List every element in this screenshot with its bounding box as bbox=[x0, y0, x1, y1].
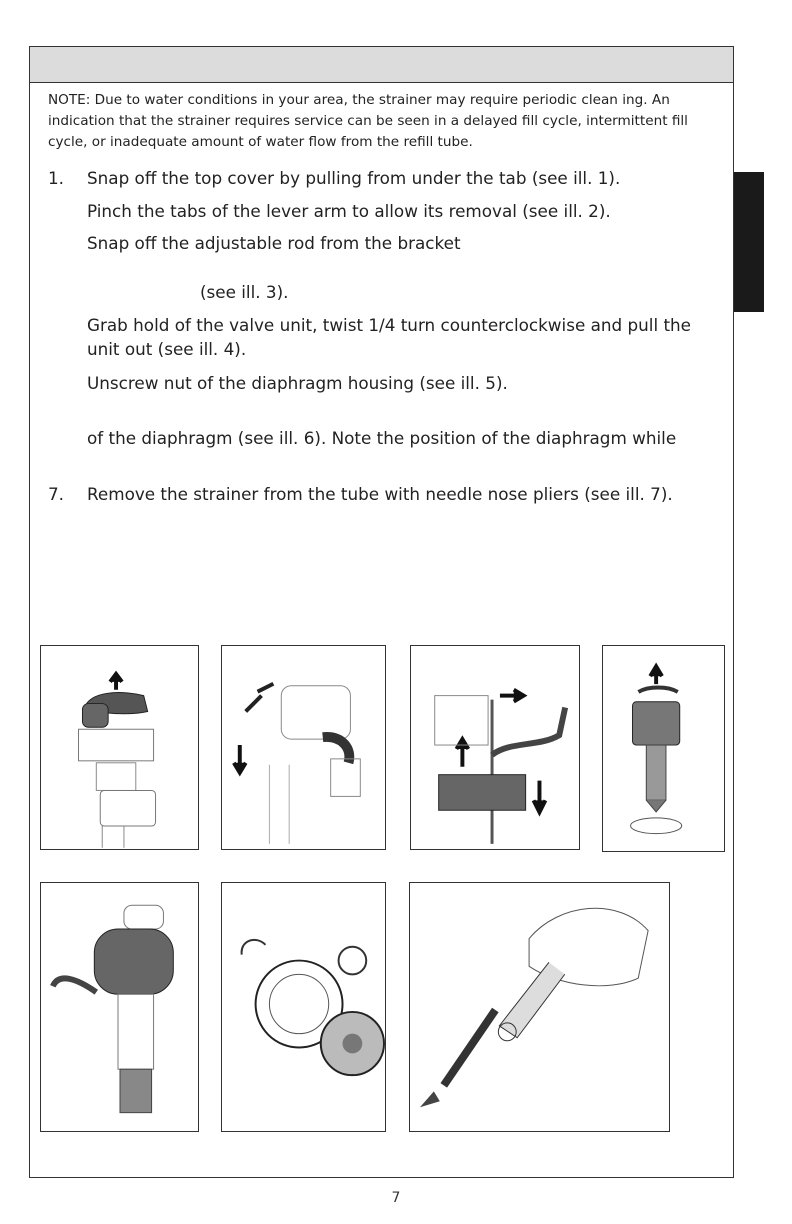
step-number: 7. bbox=[48, 484, 65, 504]
step-text: Unscrew nut of the diaphragm housing (see ill. 5). bbox=[87, 373, 508, 393]
strainer-icon bbox=[410, 883, 669, 1131]
step-text: of the diaphragm (see ill. 6). Note the position of the diaphragm while bbox=[87, 428, 677, 448]
illustration-5 bbox=[40, 882, 199, 1132]
page-number: 7 bbox=[391, 1190, 401, 1206]
step-text: Grab hold of the valve unit, twist 1/4 turn counterclockwise and pull the unit out (see ill. 4). bbox=[87, 315, 691, 359]
step-text: Pinch the tabs of the lever arm to allow its removal (see ill. 2). bbox=[87, 201, 611, 221]
illustration-2 bbox=[221, 645, 386, 850]
diaphragm-parts-icon bbox=[222, 883, 385, 1131]
diaphragm-housing-nut-icon bbox=[41, 883, 198, 1131]
step-text: (see ill. 3). bbox=[200, 282, 289, 302]
section-header-bar bbox=[29, 46, 734, 83]
adjustable-rod-icon bbox=[411, 646, 579, 849]
illustration-6 bbox=[221, 882, 386, 1132]
step-number: 1. bbox=[48, 168, 65, 188]
fill-valve-cover-icon bbox=[41, 646, 198, 849]
step-text: Snap off the top cover by pulling from under the tab (see ill. 1). bbox=[87, 168, 621, 188]
step-text: Remove the strainer from the tube with needle nose pliers (see ill. 7). bbox=[87, 484, 673, 504]
step-text: Snap off the adjustable rod from the bracket bbox=[87, 233, 461, 253]
illustration-3 bbox=[410, 645, 580, 850]
valve-unit-icon bbox=[603, 646, 724, 851]
lever-arm-icon bbox=[222, 646, 385, 849]
illustration-7 bbox=[409, 882, 670, 1132]
illustration-1 bbox=[40, 645, 199, 850]
illustration-4 bbox=[602, 645, 725, 852]
note-paragraph: NOTE: Due to water conditions in your area, the strainer may require periodic clean ing. An indication that the strainer requires service can be seen in a delayed fill cycle, intermittent fill cycle, or inadequate amount of water flow from the refill tube. bbox=[48, 92, 688, 150]
